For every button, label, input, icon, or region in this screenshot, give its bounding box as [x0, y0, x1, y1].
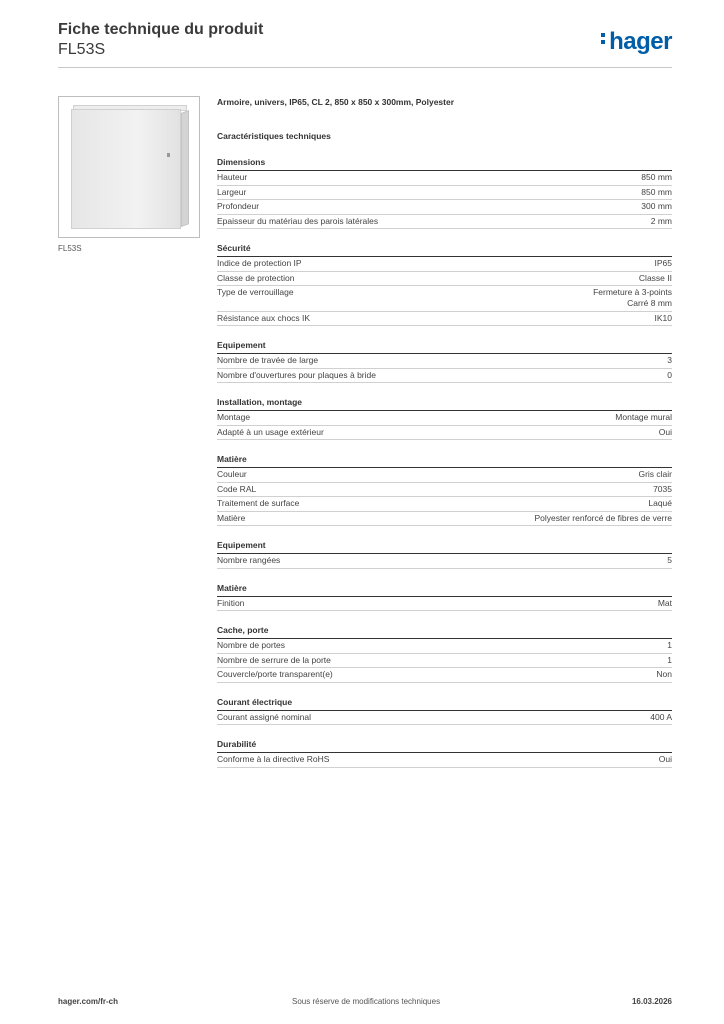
spec-row: [217, 497, 672, 512]
spec-value: IK10: [654, 312, 672, 323]
spec-row: [217, 711, 672, 726]
spec-label: Matière: [217, 512, 246, 523]
spec-value: 300 mm: [641, 201, 672, 211]
spec-value: Non: [656, 669, 672, 679]
spec-value: 1: [667, 654, 672, 665]
section-title: Matière: [217, 582, 672, 597]
spec-row: [217, 554, 672, 569]
product-image: [58, 96, 200, 238]
hager-logo: [601, 28, 672, 56]
section-title: Courant électrique: [217, 696, 672, 711]
spec-row: [217, 639, 672, 654]
spec-label: Conforme à la directive RoHS: [217, 754, 330, 764]
spec-label: Type de verrouillage: [217, 287, 294, 297]
spec-row: [217, 426, 672, 441]
section-title: Installation, montage: [217, 396, 672, 411]
spec-label: Epaisseur du matériau des parois latérales: [217, 215, 379, 226]
spec-row: [217, 286, 672, 312]
spec-section: [217, 156, 672, 229]
spec-row: [217, 200, 672, 215]
spec-label: Nombre de travée de large: [217, 355, 319, 365]
spec-value: Polyester renforcé de fibres de verre: [534, 512, 672, 523]
spec-label: Indice de protection IP: [217, 258, 302, 268]
spec-label: Hauteur: [217, 172, 248, 182]
spec-section: [217, 738, 672, 768]
spec-label: Profondeur: [217, 201, 260, 211]
spec-row: [217, 369, 672, 384]
spec-value: 1: [667, 640, 672, 650]
spec-section: [217, 339, 672, 383]
section-title: Sécurité: [217, 242, 672, 257]
spec-label: Nombre de serrure de la porte: [217, 654, 331, 665]
page-title: Fiche technique du produit: [58, 21, 264, 38]
spec-value: Classe II: [638, 272, 672, 283]
lock-icon: [167, 153, 170, 157]
spec-label: Adapté à un usage extérieur: [217, 426, 324, 437]
section-title: Cache, porte: [217, 624, 672, 639]
spec-label: Code RAL: [217, 483, 257, 494]
section-title: Equipement: [217, 539, 672, 554]
product-image-caption: FL53S: [58, 244, 82, 253]
cabinet-side-shape: [181, 110, 189, 227]
spec-row: [217, 312, 672, 327]
spec-row: [217, 597, 672, 612]
footer-website-link[interactable]: hager.com/fr-ch: [58, 997, 119, 1006]
spec-section: [217, 396, 672, 440]
spec-row: [217, 468, 672, 483]
spec-row: [217, 654, 672, 669]
section-title: Equipement: [217, 339, 672, 354]
spec-label: Couvercle/porte transparent(e): [217, 669, 333, 679]
spec-row: [217, 411, 672, 426]
page-header: [58, 20, 672, 68]
spec-value: 850 mm: [641, 172, 672, 182]
spec-row: [217, 753, 672, 768]
spec-value: 7035: [653, 483, 672, 494]
spec-content: [217, 96, 672, 768]
spec-section: [217, 453, 672, 526]
spec-value: Montage mural: [615, 412, 672, 422]
spec-section: [217, 242, 672, 326]
spec-label: Résistance aux chocs IK: [217, 312, 311, 323]
section-title: Dimensions: [217, 156, 672, 171]
spec-row: [217, 215, 672, 230]
spec-value: 3: [667, 355, 672, 365]
section-title: Durabilité: [217, 738, 672, 753]
spec-value: Mat: [657, 597, 672, 608]
spec-value: 5: [667, 555, 672, 565]
spec-label: Nombre de portes: [217, 640, 286, 650]
spec-label: Nombre rangées: [217, 555, 281, 565]
spec-row: [217, 668, 672, 683]
spec-row: [217, 512, 672, 527]
spec-section: [217, 539, 672, 569]
footer-disclaimer: Sous réserve de modifications techniques: [292, 997, 441, 1006]
cabinet-door-shape: [71, 109, 181, 229]
spec-label: Largeur: [217, 186, 247, 197]
spec-value: Fermeture à 3-points Carré 8 mm: [593, 287, 672, 308]
tech-characteristics-title: Caractéristiques techniques: [217, 131, 331, 141]
logo-dots-icon: [601, 30, 607, 47]
spec-value: 0: [667, 369, 672, 380]
spec-row: [217, 272, 672, 287]
spec-sections: [217, 156, 672, 768]
logo-text: hager: [609, 28, 672, 55]
spec-value: Oui: [658, 754, 672, 764]
spec-value: Gris clair: [638, 469, 672, 479]
spec-row: [217, 171, 672, 186]
spec-row: [217, 257, 672, 272]
spec-section: [217, 696, 672, 726]
spec-label: Courant assigné nominal: [217, 711, 312, 722]
spec-value: IP65: [654, 258, 672, 268]
spec-label: Classe de protection: [217, 272, 295, 283]
section-title: Matière: [217, 453, 672, 468]
spec-value: Oui: [658, 426, 672, 437]
spec-label: Nombre d'ouvertures pour plaques à bride: [217, 369, 376, 380]
spec-label: Traitement de surface: [217, 498, 300, 508]
product-description: Armoire, univers, IP65, CL 2, 850 x 850 x 300mm, Polyester: [217, 97, 455, 107]
spec-label: Montage: [217, 412, 251, 422]
spec-section: [217, 582, 672, 612]
spec-label: Finition: [217, 597, 245, 608]
footer-date: 16.03.2026: [631, 997, 672, 1006]
product-reference: FL53S: [58, 41, 106, 58]
spec-row: [217, 354, 672, 369]
spec-value: 2 mm: [650, 215, 672, 226]
spec-value: 850 mm: [641, 186, 672, 197]
spec-section: [217, 624, 672, 683]
spec-row: [217, 186, 672, 201]
spec-label: Couleur: [217, 469, 247, 479]
spec-value: Laqué: [648, 498, 672, 508]
spec-value: 400 A: [650, 711, 672, 722]
spec-row: [217, 483, 672, 498]
